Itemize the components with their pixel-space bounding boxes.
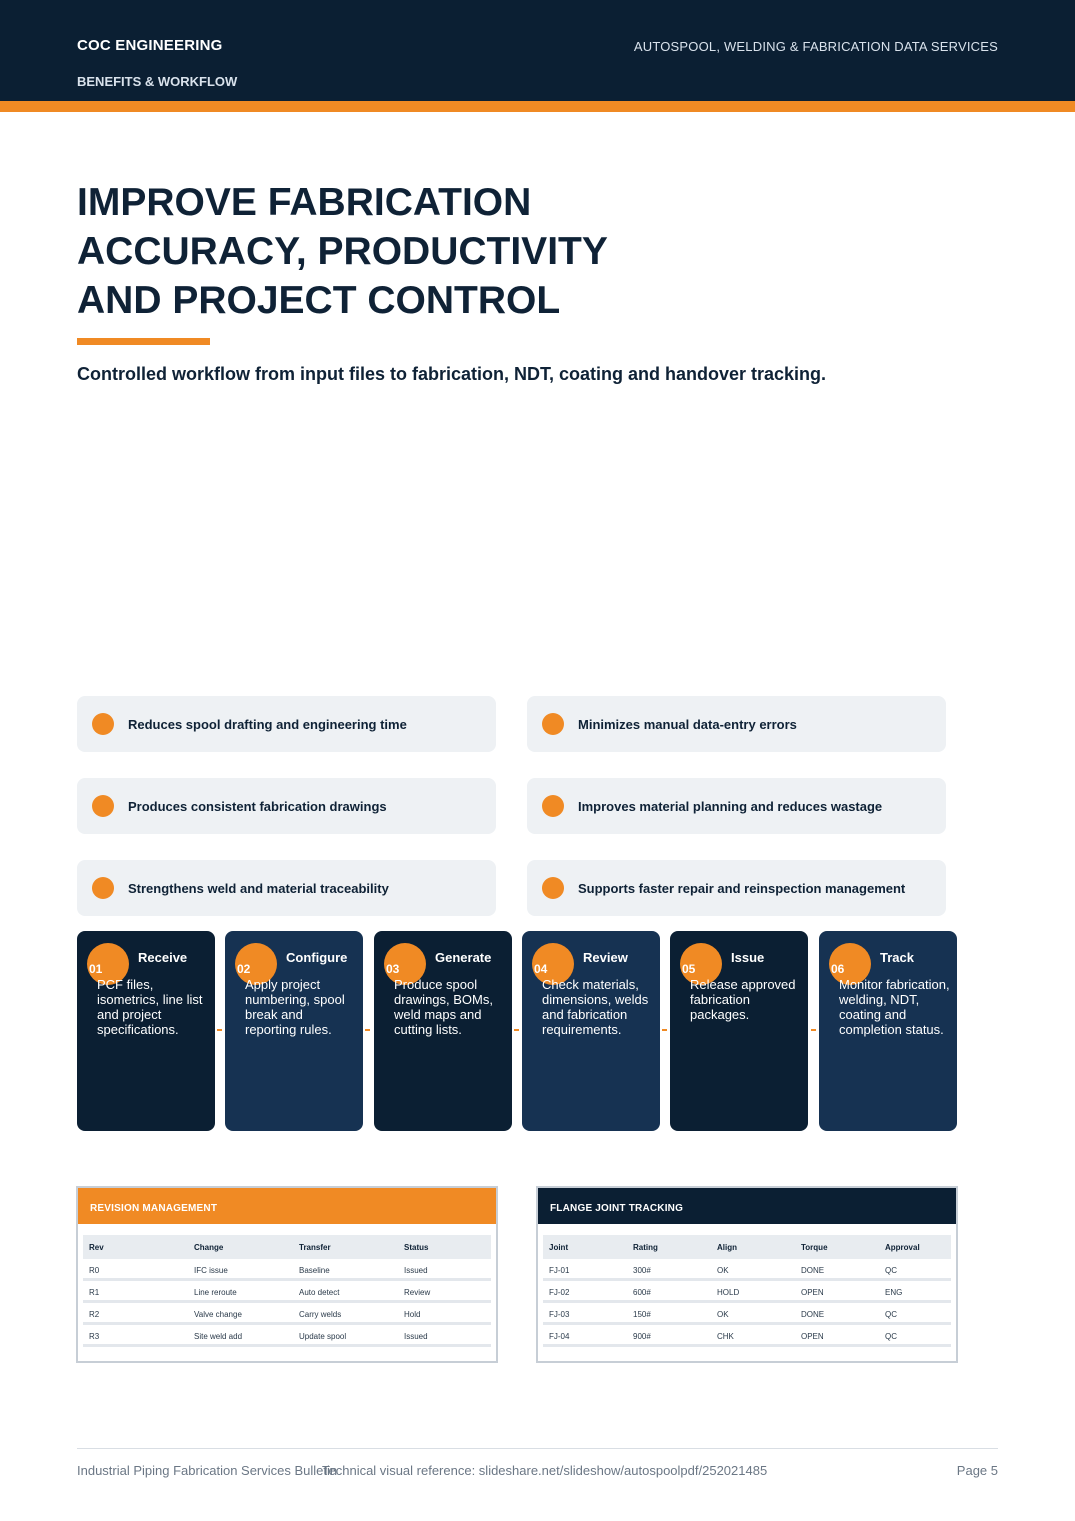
- workflow-step: [670, 931, 808, 1131]
- column-header: Rev: [89, 1243, 104, 1252]
- table-cell: Auto detect: [299, 1288, 340, 1297]
- table-cell: Update spool: [299, 1332, 347, 1341]
- step-number: 03: [386, 962, 400, 976]
- step-description: Release approved fabrication packages.: [690, 977, 796, 1022]
- step-title: Issue: [731, 950, 765, 965]
- step-number: 06: [831, 962, 845, 976]
- benefit-card: [77, 696, 496, 752]
- step-description: Apply project numbering, spool break and reporting rules.: [245, 977, 345, 1037]
- table-cell: Hold: [404, 1310, 421, 1319]
- table-row: [83, 1259, 491, 1281]
- column-header: Align: [717, 1243, 737, 1252]
- table-row: [83, 1325, 491, 1347]
- step-title: Track: [880, 950, 914, 965]
- page-title: [77, 178, 697, 325]
- table-cell: OK: [717, 1266, 729, 1275]
- table-row: [83, 1281, 491, 1303]
- workflow-step: [77, 931, 215, 1131]
- table-row: [543, 1303, 951, 1325]
- benefit-card: [527, 778, 946, 834]
- section-label: BENEFITS & WORKFLOW: [77, 74, 238, 89]
- step-connector: [811, 1029, 816, 1031]
- table-cell: FJ-04: [549, 1332, 570, 1341]
- table-row: [543, 1259, 951, 1281]
- table-cell: OK: [717, 1310, 729, 1319]
- brand-name: COC ENGINEERING: [77, 37, 223, 54]
- page-header: [0, 0, 1075, 101]
- step-title: Review: [583, 950, 628, 965]
- table-cell: Issued: [404, 1332, 428, 1341]
- table-cell: CHK: [717, 1332, 734, 1341]
- services-label: AUTOSPOOL, WELDING & FABRICATION DATA SERVICES: [633, 39, 998, 54]
- title-underline: [77, 338, 210, 345]
- workflow-step: [819, 931, 957, 1131]
- column-header: Status: [404, 1243, 429, 1252]
- benefit-card: [77, 778, 496, 834]
- panel-title: FLANGE JOINT TRACKING: [550, 1203, 684, 1214]
- column-header: Change: [194, 1243, 224, 1252]
- table-cell: 150#: [633, 1310, 651, 1319]
- table-cell: R2: [89, 1310, 100, 1319]
- header-accent-bar: [0, 101, 1075, 112]
- benefit-text: Strengthens weld and material traceability: [128, 881, 389, 896]
- table-cell: Site weld add: [194, 1332, 243, 1341]
- panel-header: [538, 1188, 956, 1224]
- table-cell: Review: [404, 1288, 431, 1297]
- benefit-text: Produces consistent fabrication drawings: [128, 799, 387, 814]
- table-row: [83, 1303, 491, 1325]
- table-cell: IFC issue: [194, 1266, 228, 1275]
- table-header-row: [543, 1235, 951, 1259]
- table-cell: FJ-03: [549, 1310, 570, 1319]
- column-header: Joint: [549, 1243, 569, 1252]
- footer-reference: Technical visual reference: slideshare.net/slideshow/autospoolpdf/252021485: [322, 1463, 768, 1478]
- table-cell: OPEN: [801, 1332, 824, 1341]
- step-connector: [365, 1029, 370, 1031]
- bullet-dot-icon: [542, 877, 564, 899]
- workflow-step: [522, 931, 660, 1131]
- bullet-dot-icon: [92, 713, 114, 735]
- table-cell: 900#: [633, 1332, 651, 1341]
- revision-management-panel: [76, 1186, 498, 1363]
- table-cell: QC: [885, 1310, 897, 1319]
- title-line: AND PROJECT CONTROL: [77, 279, 561, 322]
- step-title: Generate: [435, 950, 492, 965]
- panel-title: REVISION MANAGEMENT: [90, 1203, 218, 1214]
- table-cell: R0: [89, 1266, 100, 1275]
- table-cell: Line reroute: [194, 1288, 237, 1297]
- step-connector: [662, 1029, 667, 1031]
- step-number: 05: [682, 962, 696, 976]
- table-cell: Carry welds: [299, 1310, 342, 1319]
- table-cell: FJ-01: [549, 1266, 570, 1275]
- table-cell: OPEN: [801, 1288, 824, 1297]
- benefit-text: Supports faster repair and reinspection management: [578, 881, 906, 896]
- step-description: PCF files, isometrics, line list and project specifications.: [97, 977, 203, 1037]
- bullet-dot-icon: [542, 713, 564, 735]
- benefit-text: Reduces spool drafting and engineering time: [128, 717, 407, 732]
- benefit-card: [527, 860, 946, 916]
- table-cell: Baseline: [299, 1266, 330, 1275]
- flange-table: [543, 1235, 951, 1347]
- step-number: 01: [89, 962, 103, 976]
- step-description: Monitor fabrication, welding, NDT, coating and completion status.: [839, 977, 950, 1037]
- lead-text: Controlled workflow from input files to fabrication, NDT, coating and handover tracking.: [77, 364, 827, 384]
- workflow-step: [225, 931, 363, 1131]
- step-connector: [514, 1029, 519, 1031]
- revision-table: [83, 1235, 491, 1347]
- title-line: IMPROVE FABRICATION: [77, 181, 532, 224]
- table-cell: QC: [885, 1266, 897, 1275]
- table-cell: R1: [89, 1288, 100, 1297]
- table-cell: ENG: [885, 1288, 903, 1297]
- step-description: Produce spool drawings, BOMs, weld maps and cutting lists.: [394, 977, 493, 1037]
- step-title: Configure: [286, 950, 348, 965]
- benefit-text: Improves material planning and reduces wastage: [578, 799, 883, 814]
- workflow-step: [374, 931, 512, 1131]
- table-cell: DONE: [801, 1310, 825, 1319]
- panel-header: [78, 1188, 496, 1224]
- column-header: Approval: [885, 1243, 920, 1252]
- step-connector: [217, 1029, 222, 1031]
- table-cell: QC: [885, 1332, 897, 1341]
- table-cell: DONE: [801, 1266, 825, 1275]
- table-row: [543, 1325, 951, 1347]
- table-cell: R3: [89, 1332, 100, 1341]
- step-title: Receive: [138, 950, 188, 965]
- bullet-dot-icon: [92, 795, 114, 817]
- column-header: Transfer: [299, 1243, 331, 1252]
- table-row: [543, 1281, 951, 1303]
- benefit-text: Minimizes manual data-entry errors: [578, 717, 797, 732]
- title-line: ACCURACY, PRODUCTIVITY: [77, 230, 608, 273]
- table-header-row: [83, 1235, 491, 1259]
- page-number: Page 5: [956, 1463, 998, 1478]
- table-cell: Issued: [404, 1266, 428, 1275]
- benefit-card: [77, 860, 496, 916]
- table-cell: HOLD: [717, 1288, 740, 1297]
- bullet-dot-icon: [542, 795, 564, 817]
- footer-publication: Industrial Piping Fabrication Services Bulletin: [77, 1463, 338, 1478]
- step-number: 02: [237, 962, 251, 976]
- table-cell: 600#: [633, 1288, 651, 1297]
- column-header: Torque: [801, 1243, 828, 1252]
- table-cell: Valve change: [194, 1310, 242, 1319]
- footer-divider: [77, 1448, 998, 1449]
- column-header: Rating: [633, 1243, 658, 1252]
- step-description: Check materials, dimensions, welds and fabrication requirements.: [542, 977, 649, 1037]
- table-cell: FJ-02: [549, 1288, 570, 1297]
- step-number: 04: [534, 962, 548, 976]
- bullet-dot-icon: [92, 877, 114, 899]
- table-cell: 300#: [633, 1266, 651, 1275]
- flange-joint-tracking-panel: [536, 1186, 958, 1363]
- benefit-card: [527, 696, 946, 752]
